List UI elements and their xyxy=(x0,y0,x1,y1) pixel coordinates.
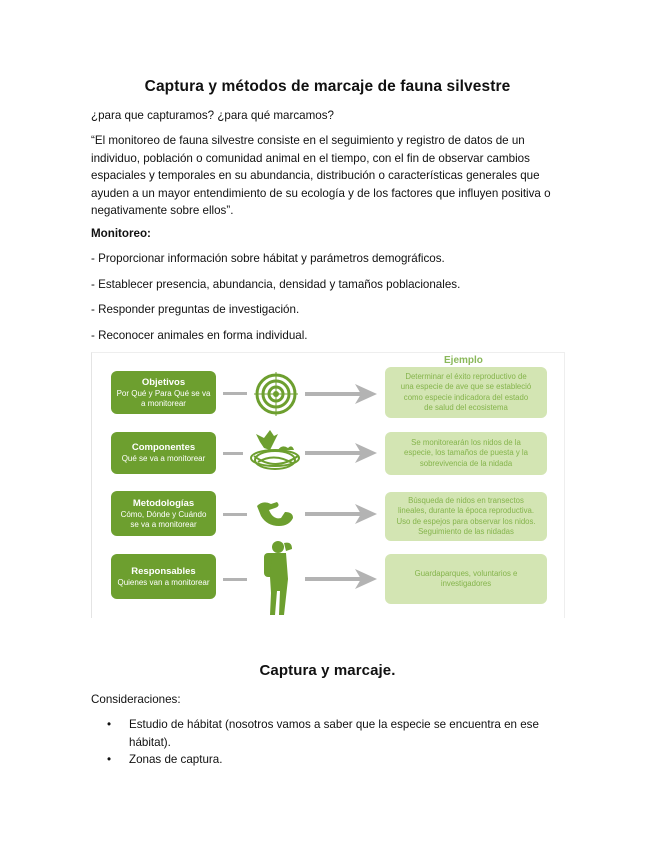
quote-line: “El monitoreo de fauna silvestre consiste en el seguimiento y registro de datos de un xyxy=(91,134,525,147)
responsables-box xyxy=(111,554,216,599)
connector-line xyxy=(223,578,247,581)
section-title: Captura y marcaje. xyxy=(259,662,396,679)
connector-line xyxy=(223,392,247,395)
monitoreo-item: - Proporcionar información sobre hábitat y parámetros demográficos. xyxy=(91,252,445,265)
monitoreo-item: - Responder preguntas de investigación. xyxy=(91,303,300,316)
row-heading: Componentes xyxy=(131,442,196,453)
monitoreo-heading: Monitoreo: xyxy=(91,227,151,240)
definition-quote xyxy=(91,132,571,220)
metodologias-box xyxy=(111,491,216,536)
bullet-icon: • xyxy=(107,718,112,731)
example-line: Se monitorearán los nidos de la xyxy=(411,437,521,447)
hands-icon xyxy=(255,498,297,528)
monitoring-diagram xyxy=(91,352,565,618)
row-sub: Por Qué y Para Qué se va xyxy=(116,388,211,398)
consideraciones-list xyxy=(91,716,561,769)
example-line: una especie de ave que se estableció xyxy=(400,382,532,391)
monitoreo-item: - Establecer presencia, abundancia, densidad y tamaños poblacionales. xyxy=(91,278,461,291)
example-line: Seguimiento de las nidadas xyxy=(418,527,514,536)
example-line: lineales, durante la época reproductiva. xyxy=(397,506,535,515)
example-line: como especie indicadora del estado xyxy=(403,392,529,402)
quote-line: espaciales y temporales en su abundancia, distribución o características generales que xyxy=(91,169,540,183)
arrow-right-icon xyxy=(305,567,377,591)
list-item-text: Zonas de captura. xyxy=(129,753,223,766)
list-item xyxy=(91,751,561,769)
question-line: ¿para que capturamos? ¿para qué marcamos? xyxy=(91,109,334,122)
example-line: especie, los tamaños de puesta y la xyxy=(404,448,528,458)
monitoreo-item: - Reconocer animales en forma individual. xyxy=(91,329,308,342)
row-sub: a monitorear xyxy=(141,398,186,408)
row-sub: Quienes van a monitorear xyxy=(117,577,210,587)
page-title: Captura y métodos de marcaje de fauna silvestre xyxy=(144,78,511,95)
componentes-example-box xyxy=(385,432,547,475)
arrow-right-icon xyxy=(305,382,377,406)
example-line: Uso de espejos para observar los nidos. xyxy=(396,516,536,526)
quote-line: negativamente sobre ellos”. xyxy=(91,204,234,218)
row-sub: Cómo, Dónde y Cuándo xyxy=(120,509,207,519)
row-heading: Metodologías xyxy=(132,497,195,509)
list-item-text: hábitat). xyxy=(129,735,171,749)
target-icon xyxy=(254,372,298,416)
row-sub: se va a monitorear xyxy=(130,519,197,529)
ejemplo-label: Ejemplo xyxy=(444,355,483,366)
objetivos-box xyxy=(111,371,216,414)
hiker-icon xyxy=(260,537,296,617)
bullet-icon: • xyxy=(107,753,112,766)
example-line: de salud del ecosistema xyxy=(424,403,508,412)
row-heading: Responsables xyxy=(131,565,196,577)
consideraciones-label: Consideraciones: xyxy=(91,693,181,706)
example-line: sobrevivencia de la nidada xyxy=(419,458,513,468)
objetivos-example-box xyxy=(385,367,547,418)
row-sub: Qué se va a monitorear xyxy=(121,454,206,463)
responsables-example-box xyxy=(385,554,547,604)
connector-line xyxy=(223,452,243,455)
arrow-right-icon xyxy=(305,502,377,526)
metodologias-example-box xyxy=(385,492,547,541)
quote-line: ayuden a un mayor entendimiento de su ecología y de los factores que influyen positiva o xyxy=(91,186,551,200)
arrow-right-icon xyxy=(305,441,377,465)
example-line: Búsqueda de nidos en transectos xyxy=(408,495,524,505)
connector-line xyxy=(223,513,247,516)
example-line: Guardaparques, voluntarios e xyxy=(414,568,518,578)
row-heading: Objetivos xyxy=(141,376,186,388)
quote-line: individuo, población o comunidad animal en el tiempo, con el fin de observar cambios xyxy=(91,151,530,165)
example-line: Determinar el éxito reproductivo de xyxy=(405,371,527,381)
list-item xyxy=(91,716,561,751)
example-line: investigadores xyxy=(440,579,492,588)
bird-nest-icon xyxy=(244,426,306,474)
list-item-text: Estudio de hábitat (nosotros vamos a saber que la especie se encuentra en ese xyxy=(129,718,539,731)
componentes-box xyxy=(111,432,216,474)
